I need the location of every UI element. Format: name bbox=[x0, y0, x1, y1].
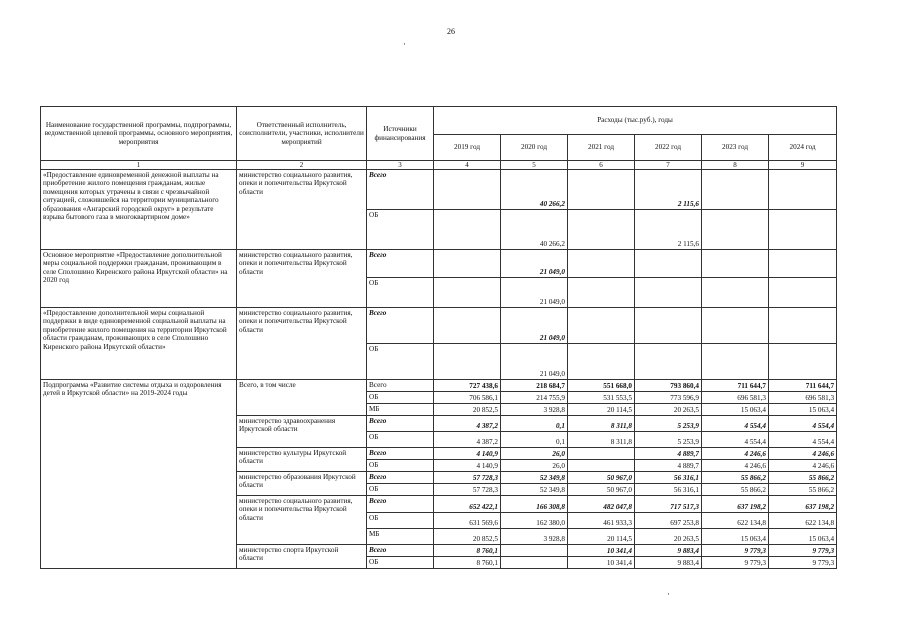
value-cell: 21 049,0 bbox=[501, 278, 568, 308]
value-cell: 166 308,8 bbox=[501, 496, 568, 513]
source-cell: ОБ bbox=[367, 344, 434, 380]
executor-name: Всего, в том числе bbox=[237, 380, 367, 416]
value-cell bbox=[769, 308, 837, 344]
value-cell bbox=[769, 250, 837, 278]
header-year: 2021 год bbox=[568, 135, 635, 161]
source-cell: ОБ bbox=[367, 557, 434, 569]
value-cell bbox=[568, 448, 635, 460]
value-cell: 4 140,9 bbox=[434, 460, 501, 472]
value-cell: 57 728,3 bbox=[434, 484, 501, 496]
column-number: 6 bbox=[568, 161, 635, 170]
value-cell: 773 596,9 bbox=[635, 392, 702, 404]
value-cell: 4 140,9 bbox=[434, 448, 501, 460]
value-cell: 2 115,6 bbox=[635, 170, 702, 210]
value-cell bbox=[702, 170, 769, 210]
value-cell: 697 253,8 bbox=[635, 513, 702, 529]
source-cell: ОБ bbox=[367, 484, 434, 496]
value-cell: 711 644,7 bbox=[769, 380, 837, 392]
header-expenses: Расходы (тыс.руб.), годы bbox=[434, 107, 837, 135]
value-cell bbox=[635, 308, 702, 344]
table-row bbox=[41, 308, 837, 344]
value-cell: 551 668,0 bbox=[568, 380, 635, 392]
value-cell: 55 866,2 bbox=[702, 472, 769, 484]
value-cell: 3 928,8 bbox=[501, 529, 568, 545]
value-cell: 26,0 bbox=[501, 448, 568, 460]
value-cell: 4 889,7 bbox=[635, 460, 702, 472]
source-cell: ОБ bbox=[367, 278, 434, 308]
value-cell: 5 253,9 bbox=[635, 432, 702, 448]
value-cell bbox=[769, 210, 837, 250]
header-year: 2019 год bbox=[434, 135, 501, 161]
value-cell: 622 134,8 bbox=[769, 513, 837, 529]
value-cell: 9 779,3 bbox=[702, 557, 769, 569]
value-cell: 56 316,1 bbox=[635, 484, 702, 496]
header-source: Источники финансирования bbox=[367, 107, 434, 161]
value-cell: 21 049,0 bbox=[501, 344, 568, 380]
source-cell: Всего bbox=[367, 416, 434, 432]
value-cell bbox=[501, 557, 568, 569]
value-cell: 4 554,4 bbox=[702, 416, 769, 432]
value-cell: 622 134,8 bbox=[702, 513, 769, 529]
value-cell: 696 581,3 bbox=[769, 392, 837, 404]
executor-name: министерство спорта Иркутской области bbox=[237, 545, 367, 569]
column-number: 3 bbox=[367, 161, 434, 170]
value-cell bbox=[769, 170, 837, 210]
value-cell: 20 263,5 bbox=[635, 529, 702, 545]
executor-name: министерство социального развития, опеки и попечительства Иркутской области bbox=[237, 496, 367, 545]
source-cell: ОБ bbox=[367, 513, 434, 529]
header-executor: Ответственный исполнитель, соисполнители, участники, исполнители мероприятий bbox=[237, 107, 367, 161]
value-cell: 5 253,9 bbox=[635, 416, 702, 432]
value-cell: 2 115,6 bbox=[635, 210, 702, 250]
value-cell: 8 760,1 bbox=[434, 545, 501, 557]
value-cell: 461 933,3 bbox=[568, 513, 635, 529]
activity-name: Основное мероприятие «Предоставление дополнительной меры социальной поддержки гражданам, проживающим в селе Сполошино Киренского района Иркутской области» на 2020 год bbox=[41, 250, 237, 308]
value-cell: 55 866,2 bbox=[769, 472, 837, 484]
subprogram-name: Подпрограмма «Развитие системы отдыха и оздоровления детей в Иркутской области» на 2019-2024 годы bbox=[41, 380, 237, 569]
value-cell bbox=[702, 278, 769, 308]
value-cell: 20 114,5 bbox=[568, 529, 635, 545]
value-cell bbox=[769, 344, 837, 380]
source-cell: Всего bbox=[367, 496, 434, 513]
value-cell: 9 883,4 bbox=[635, 557, 702, 569]
executor-name: министерство культуры Иркутской области bbox=[237, 448, 367, 472]
source-cell: Всего bbox=[367, 250, 434, 278]
executor-name: министерство социального развития, опеки и попечительства Иркутской области bbox=[237, 250, 367, 308]
value-cell: 4 246,6 bbox=[702, 460, 769, 472]
table-row bbox=[41, 250, 837, 278]
value-cell: 793 860,4 bbox=[635, 380, 702, 392]
value-cell: 20 114,5 bbox=[568, 404, 635, 416]
value-cell: 0,1 bbox=[501, 416, 568, 432]
value-cell bbox=[434, 278, 501, 308]
executor-name: министерство здравоохранения Иркутской области bbox=[237, 416, 367, 448]
table-row bbox=[41, 380, 837, 392]
value-cell bbox=[702, 308, 769, 344]
value-cell: 52 349,8 bbox=[501, 472, 568, 484]
value-cell: 9 779,3 bbox=[702, 545, 769, 557]
value-cell: 214 755,9 bbox=[501, 392, 568, 404]
value-cell bbox=[434, 344, 501, 380]
value-cell: 727 438,6 bbox=[434, 380, 501, 392]
value-cell: 4 246,6 bbox=[769, 448, 837, 460]
value-cell bbox=[635, 278, 702, 308]
value-cell: 711 644,7 bbox=[702, 380, 769, 392]
value-cell: 15 063,4 bbox=[769, 404, 837, 416]
value-cell: 4 889,7 bbox=[635, 448, 702, 460]
value-cell: 4 246,6 bbox=[769, 460, 837, 472]
value-cell: 4 554,4 bbox=[769, 432, 837, 448]
value-cell: 57 728,3 bbox=[434, 472, 501, 484]
value-cell bbox=[434, 308, 501, 344]
executor-name: министерство образования Иркутской области bbox=[237, 472, 367, 496]
value-cell: 15 063,4 bbox=[702, 404, 769, 416]
value-cell: 717 517,3 bbox=[635, 496, 702, 513]
value-cell: 4 387,2 bbox=[434, 432, 501, 448]
value-cell: 696 581,3 bbox=[702, 392, 769, 404]
scan-speck: · bbox=[667, 589, 670, 599]
scan-speck: · bbox=[403, 39, 406, 49]
value-cell: 531 553,5 bbox=[568, 392, 635, 404]
value-cell: 0,1 bbox=[501, 432, 568, 448]
value-cell: 21 049,0 bbox=[501, 250, 568, 278]
source-cell: ОБ bbox=[367, 432, 434, 448]
activity-name: «Предоставление единовременной денежной выплаты на приобретение жилого помещения гражданам, жилые помещения которых утрачены в связи с чрезвычайной ситуацией, сложившейся на территории муниципального образования «Ангарский городской округ» в результате взрыва бытового газа в многоквартирном доме» bbox=[41, 170, 237, 250]
value-cell bbox=[434, 170, 501, 210]
executor-name: министерство социального развития, опеки и попечительства Иркутской области bbox=[237, 308, 367, 380]
column-number: 5 bbox=[501, 161, 568, 170]
source-cell: МБ bbox=[367, 404, 434, 416]
value-cell bbox=[635, 250, 702, 278]
value-cell bbox=[568, 460, 635, 472]
source-cell: ОБ bbox=[367, 460, 434, 472]
value-cell: 4 554,4 bbox=[702, 432, 769, 448]
value-cell: 637 198,2 bbox=[769, 496, 837, 513]
value-cell: 20 263,5 bbox=[635, 404, 702, 416]
value-cell: 10 341,4 bbox=[568, 557, 635, 569]
column-number: 1 bbox=[41, 161, 237, 170]
value-cell: 50 967,0 bbox=[568, 472, 635, 484]
value-cell: 218 684,7 bbox=[501, 380, 568, 392]
header-year: 2023 год bbox=[702, 135, 769, 161]
source-cell: Всего bbox=[367, 545, 434, 557]
value-cell: 21 049,0 bbox=[501, 308, 568, 344]
value-cell: 56 316,1 bbox=[635, 472, 702, 484]
value-cell bbox=[702, 210, 769, 250]
value-cell bbox=[568, 250, 635, 278]
value-cell bbox=[568, 210, 635, 250]
value-cell: 8 311,8 bbox=[568, 416, 635, 432]
header-name: Наименование государственной программы, подпрограммы, ведомственной целевой программы, основного мероприятия, мероприятия bbox=[41, 107, 237, 161]
budget-table bbox=[40, 106, 837, 569]
value-cell: 482 047,8 bbox=[568, 496, 635, 513]
value-cell bbox=[501, 545, 568, 557]
value-cell: 8 311,8 bbox=[568, 432, 635, 448]
value-cell: 50 967,0 bbox=[568, 484, 635, 496]
value-cell: 55 866,2 bbox=[702, 484, 769, 496]
value-cell: 162 380,0 bbox=[501, 513, 568, 529]
value-cell: 52 349,8 bbox=[501, 484, 568, 496]
value-cell: 3 928,8 bbox=[501, 404, 568, 416]
source-cell: Всего bbox=[367, 308, 434, 344]
value-cell: 4 246,6 bbox=[702, 448, 769, 460]
value-cell bbox=[434, 210, 501, 250]
value-cell: 4 387,2 bbox=[434, 416, 501, 432]
value-cell bbox=[702, 344, 769, 380]
source-cell: МБ bbox=[367, 529, 434, 545]
value-cell: 652 422,1 bbox=[434, 496, 501, 513]
header-year: 2024 год bbox=[769, 135, 837, 161]
column-number: 4 bbox=[434, 161, 501, 170]
page-number: 26 bbox=[447, 27, 455, 36]
source-cell: ОБ bbox=[367, 210, 434, 250]
value-cell: 10 341,4 bbox=[568, 545, 635, 557]
value-cell: 9 779,3 bbox=[769, 545, 837, 557]
activity-name: «Предоставление дополнительной меры социальной поддержки в виде единовременной социальной выплаты на приобретение жилого помещения на территории Иркутской области гражданам, проживающих в селе Сполошино Киренского района Иркутской области» bbox=[41, 308, 237, 380]
source-cell: Всего bbox=[367, 170, 434, 210]
column-number: 9 bbox=[769, 161, 837, 170]
value-cell bbox=[635, 344, 702, 380]
source-cell: Всего bbox=[367, 448, 434, 460]
header-year: 2020 год bbox=[501, 135, 568, 161]
value-cell: 20 852,5 bbox=[434, 529, 501, 545]
value-cell bbox=[769, 278, 837, 308]
value-cell: 706 586,1 bbox=[434, 392, 501, 404]
column-number: 8 bbox=[702, 161, 769, 170]
value-cell: 15 063,4 bbox=[702, 529, 769, 545]
value-cell: 637 198,2 bbox=[702, 496, 769, 513]
value-cell bbox=[568, 308, 635, 344]
value-cell: 9 883,4 bbox=[635, 545, 702, 557]
source-cell: ОБ bbox=[367, 392, 434, 404]
value-cell: 8 760,1 bbox=[434, 557, 501, 569]
executor-name: министерство социального развития, опеки и попечительства Иркутской области bbox=[237, 170, 367, 250]
value-cell bbox=[434, 250, 501, 278]
value-cell: 631 569,6 bbox=[434, 513, 501, 529]
column-number: 2 bbox=[237, 161, 367, 170]
header-year: 2022 год bbox=[635, 135, 702, 161]
value-cell bbox=[568, 170, 635, 210]
value-cell: 55 866,2 bbox=[769, 484, 837, 496]
value-cell: 20 852,5 bbox=[434, 404, 501, 416]
value-cell bbox=[568, 278, 635, 308]
value-cell: 40 266,2 bbox=[501, 210, 568, 250]
value-cell: 40 266,2 bbox=[501, 170, 568, 210]
table-row bbox=[41, 170, 837, 210]
value-cell bbox=[568, 344, 635, 380]
source-cell: Всего bbox=[367, 380, 434, 392]
value-cell: 26,0 bbox=[501, 460, 568, 472]
column-number: 7 bbox=[635, 161, 702, 170]
source-cell: Всего bbox=[367, 472, 434, 484]
value-cell: 4 554,4 bbox=[769, 416, 837, 432]
value-cell bbox=[702, 250, 769, 278]
value-cell: 9 779,3 bbox=[769, 557, 837, 569]
value-cell: 15 063,4 bbox=[769, 529, 837, 545]
